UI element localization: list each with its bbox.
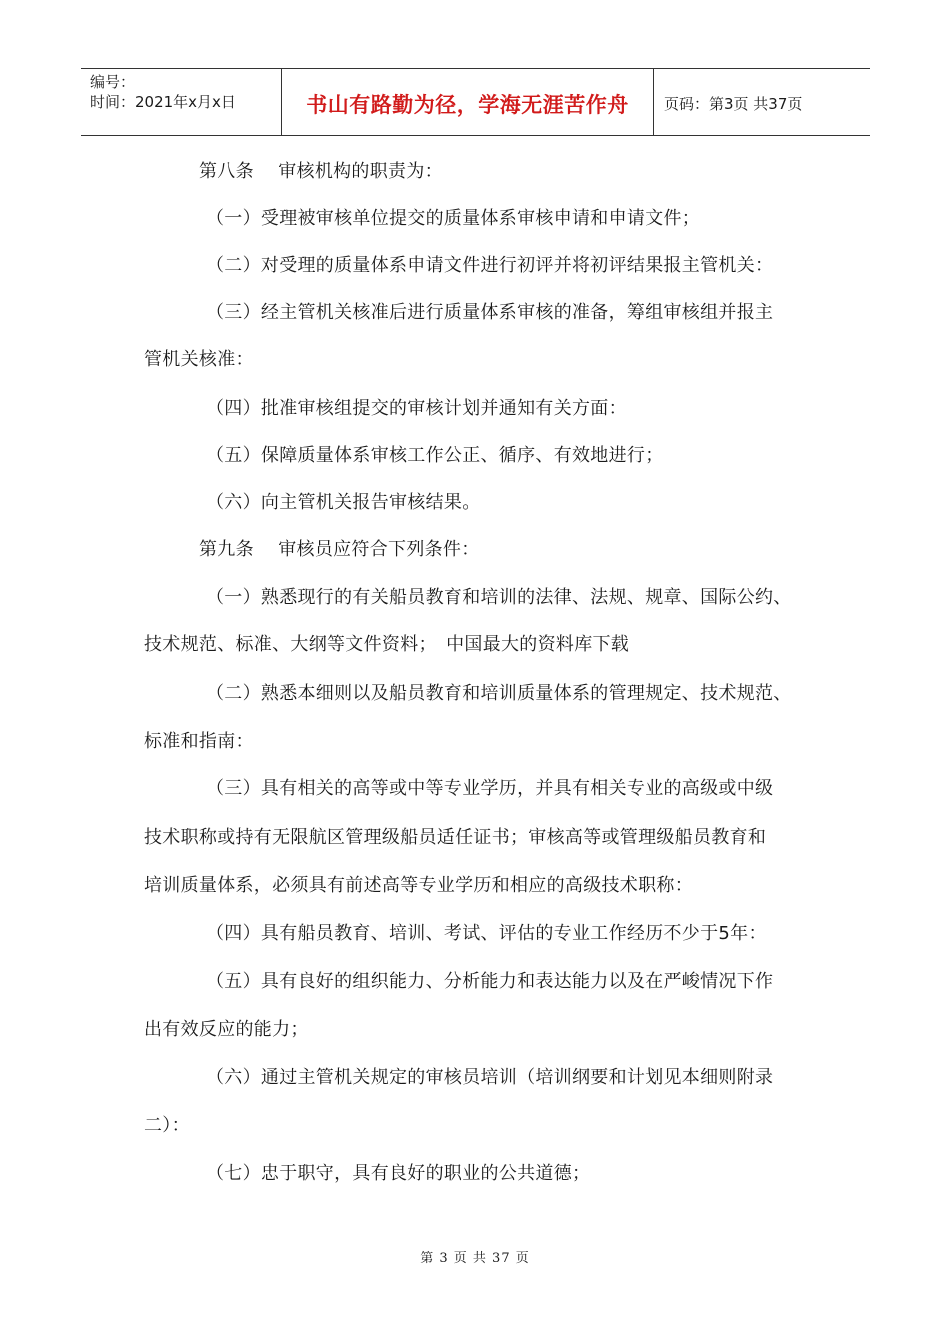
paragraph-line: （一）熟悉现行的有关船员教育和培训的法律、法规、规章、国际公约、 — [206, 587, 792, 608]
paragraph-line: （四）具有船员教育、培训、考试、评估的专业工作经历不少于5年： — [206, 923, 767, 944]
paragraph-line: （六）向主管机关报告审核结果。 — [206, 492, 481, 513]
article-8-heading: 第八条 审核机构的职责为： — [199, 161, 443, 182]
paragraph-line: 二）： — [144, 1115, 190, 1136]
paragraph-line: 培训质量体系，必须具有前述高等专业学历和相应的高级技术职称： — [144, 875, 693, 896]
paragraph-line: （六）通过主管机关规定的审核员培训（培训纲要和计划见本细则附录 — [206, 1067, 774, 1088]
header-meta-cell — [81, 69, 282, 135]
paragraph-line: 管机关核准： — [144, 349, 254, 370]
paragraph-line: （三）经主管机关核准后进行质量体系审核的准备，筹组审核组并报主 — [206, 302, 774, 323]
paragraph-line: （一）受理被审核单位提交的质量体系审核申请和申请文件； — [206, 208, 701, 229]
paragraph-line: 技术规范、标准、大纲等文件资料； 中国最大的资料库下载 — [144, 634, 630, 655]
header-motto: 书山有路勤为径，学海无涯苦作舟 — [282, 69, 654, 135]
paragraph-line: （二）对受理的质量体系申请文件进行初评并将初评结果报主管机关： — [206, 255, 774, 276]
document-number-label: 编号： — [90, 73, 136, 91]
paragraph-line: 技术职称或持有无限航区管理级船员适任证书；审核高等或管理级船员教育和 — [144, 827, 767, 848]
paragraph-line: （七）忠于职守，具有良好的职业的公共道德； — [206, 1163, 591, 1184]
paragraph-line: （五）保障质量体系审核工作公正、循序、有效地进行； — [206, 445, 664, 466]
paragraph-line: （五）具有良好的组织能力、分析能力和表达能力以及在严峻情况下作 — [206, 971, 774, 992]
paragraph-line: （三）具有相关的高等或中等专业学历，并具有相关专业的高级或中级 — [206, 778, 774, 799]
header-page-info: 页码：第3页 共37页 — [664, 94, 803, 113]
page-header — [81, 68, 870, 136]
paragraph-line: （四）批准审核组提交的审核计划并通知有关方面： — [206, 398, 627, 419]
article-9-heading: 第九条 审核员应符合下列条件： — [199, 539, 480, 560]
document-time-label: 时间：2021年x月x日 — [90, 93, 236, 111]
page-footer: 第 3 页 共 37 页 — [420, 1251, 530, 1266]
paragraph-line: 标准和指南： — [144, 731, 254, 752]
paragraph-line: （二）熟悉本细则以及船员教育和培训质量体系的管理规定、技术规范、 — [206, 683, 792, 704]
paragraph-line: 出有效反应的能力； — [144, 1019, 309, 1040]
